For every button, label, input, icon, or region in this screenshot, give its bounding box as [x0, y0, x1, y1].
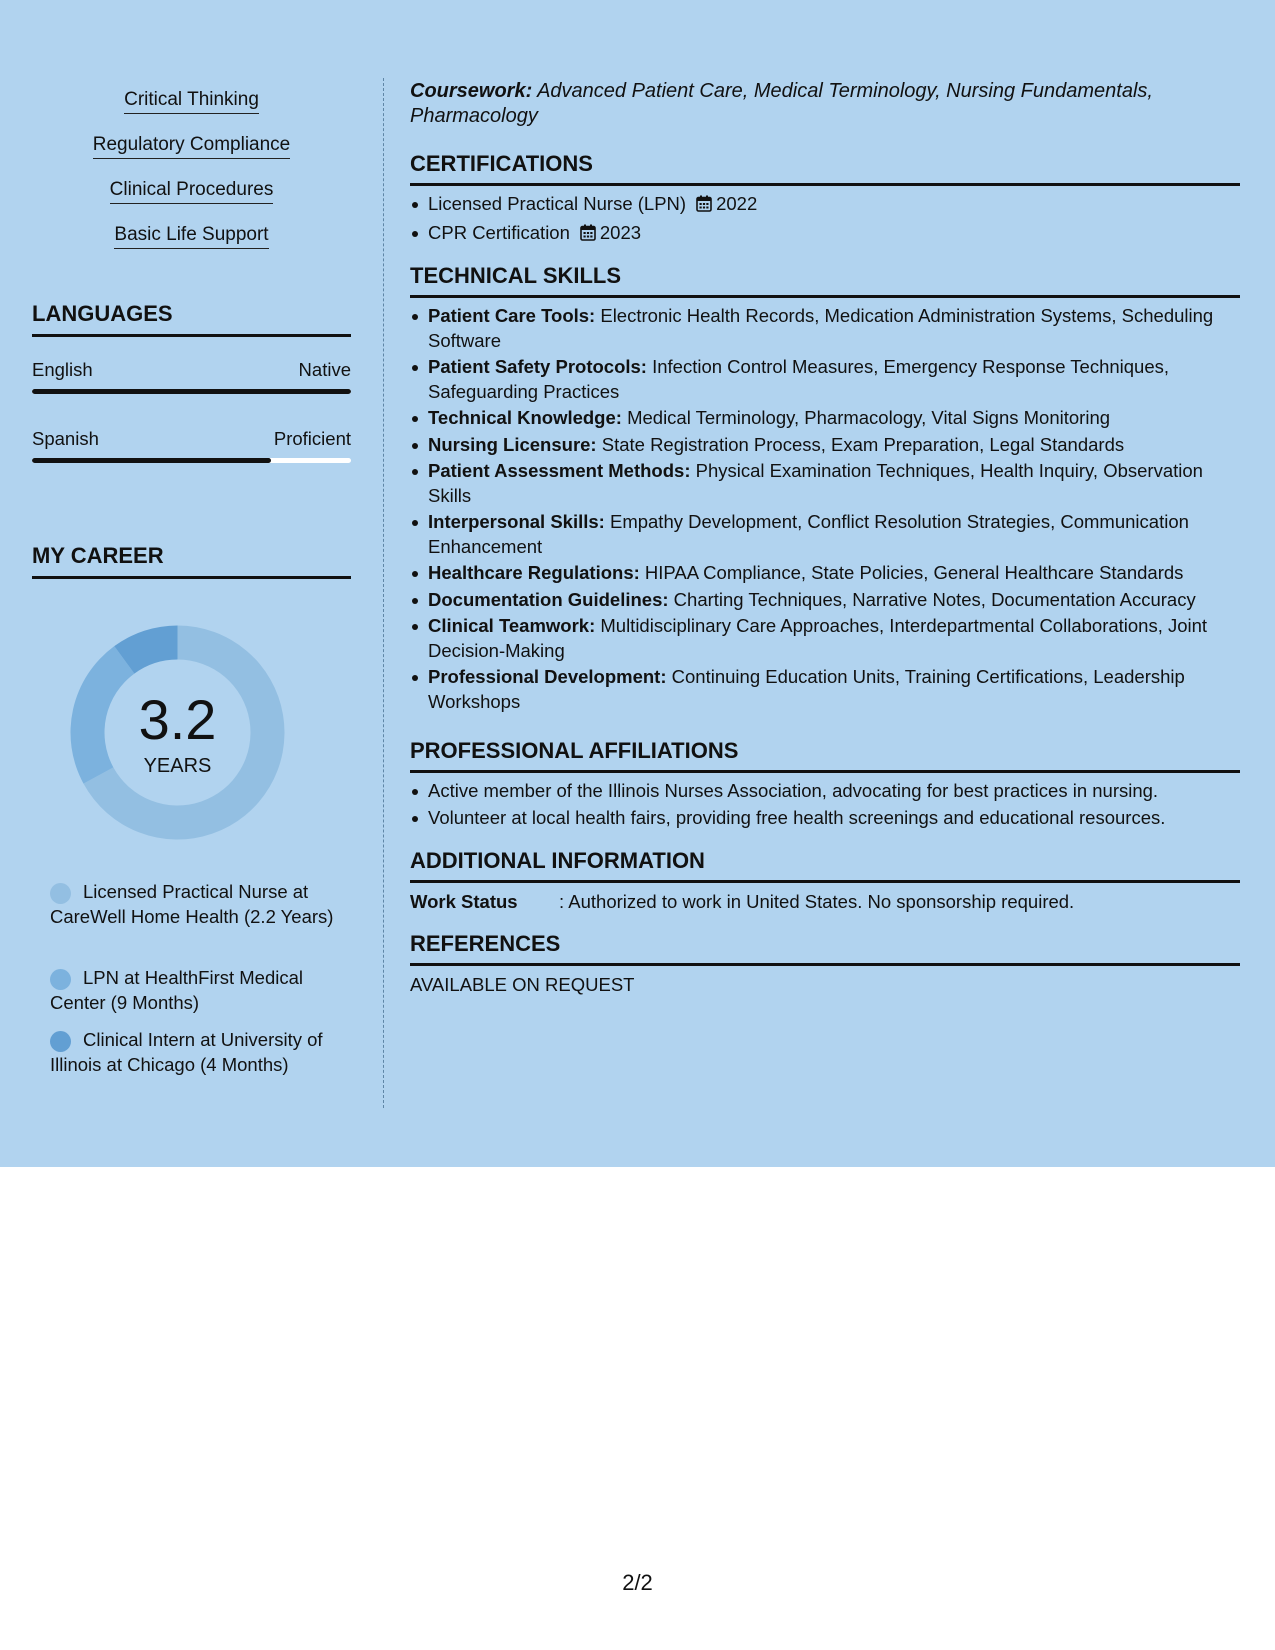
references-text: AVAILABLE ON REQUEST	[410, 974, 635, 995]
skill-entry	[428, 510, 1240, 559]
skill-entry-text: Infection Control Measures, Emergency Response Techniques, Safeguarding Practices	[428, 356, 1170, 402]
work-status-label: Work Status	[410, 891, 518, 912]
certification-year: 2022	[716, 193, 758, 214]
skill-entry-label: Technical Knowledge:	[428, 407, 622, 428]
language-row	[32, 427, 351, 451]
skill-entry-label: Healthcare Regulations:	[428, 562, 640, 583]
skill-entry	[428, 459, 1240, 508]
coursework-label: Coursework:	[410, 80, 533, 102]
legend-dot	[50, 1031, 71, 1052]
skill-entry	[428, 433, 1240, 458]
skill-item	[32, 223, 351, 247]
affiliation-item: Active member of the Illinois Nurses Association, advocating for best practices in nursing.	[428, 779, 1240, 804]
skill-entry	[428, 406, 1240, 431]
language-level: Native	[298, 359, 351, 380]
skill-entry-label: Documentation Guidelines:	[428, 588, 669, 610]
languages-heading: LANGUAGES	[32, 300, 351, 337]
skill-entry-text: HIPAA Compliance, State Policies, General Healthcare Standards	[644, 562, 1184, 583]
language-level: Proficient	[273, 428, 351, 449]
references-heading: REFERENCES	[410, 930, 1240, 966]
skill-entry-text: Electronic Health Records, Medication Administration Systems, Scheduling Software	[428, 305, 1214, 351]
career-entry-text: LPN at HealthFirst Medical Center (9 Months)	[50, 967, 304, 1013]
calendar-icon	[580, 224, 596, 241]
language-name: English	[32, 359, 93, 380]
skill-entry	[428, 588, 1240, 613]
certification-name: CPR Certification	[428, 221, 570, 243]
skill-item	[32, 88, 351, 112]
affiliations-heading: PROFESSIONAL AFFILIATIONS	[410, 737, 1240, 773]
skill-label: Clinical Procedures	[110, 179, 274, 204]
certification-item	[428, 221, 1240, 250]
language-bar	[32, 389, 351, 394]
career-entry	[50, 880, 335, 929]
additional-info-heading: ADDITIONAL INFORMATION	[410, 847, 1240, 883]
affiliation-item: Volunteer at local health fairs, providing free health screenings and educational resources.	[428, 806, 1240, 831]
career-total-value: 3.2	[138, 688, 217, 751]
career-total-unit: YEARS	[143, 755, 212, 777]
skill-entry-text: Multidisciplinary Care Approaches, Interdepartmental Collaborations, Joint Decision-Making	[428, 615, 1208, 661]
coursework-text: Advanced Patient Care, Medical Terminology, Nursing Fundamentals, Pharmacology	[410, 80, 1153, 127]
skill-entry-text: State Registration Process, Exam Preparation, Legal Standards	[601, 433, 1125, 455]
page-number: 2/2	[622, 1570, 653, 1595]
certification-name: Licensed Practical Nurse (LPN)	[428, 193, 687, 214]
skill-entry-label: Patient Assessment Methods:	[428, 460, 691, 481]
skill-entry-label: Nursing Licensure:	[428, 433, 597, 455]
career-entry	[50, 1028, 335, 1077]
certifications-list	[428, 192, 1240, 249]
certification-year: 2023	[599, 221, 642, 243]
column-divider	[383, 78, 384, 1108]
skill-entry-label: Interpersonal Skills:	[428, 511, 605, 532]
language-bar-fill	[32, 389, 351, 394]
skill-entry	[428, 665, 1240, 714]
technical-skills-heading: TECHNICAL SKILLS	[410, 262, 1240, 298]
skill-entry	[428, 355, 1240, 404]
legend-dot	[50, 883, 71, 904]
skill-entry-text: Empathy Development, Conflict Resolution Strategies, Communication Enhancement	[428, 511, 1189, 557]
legend-dot	[50, 969, 71, 990]
career-entry-text: Licensed Practical Nurse at CareWell Home Health (2.2 Years)	[50, 881, 334, 927]
skill-entry-label: Patient Safety Protocols:	[428, 356, 647, 377]
skill-entry	[428, 304, 1240, 353]
skill-item	[32, 178, 351, 202]
career-entry-text: Clinical Intern at University of Illinois at Chicago (4 Months)	[50, 1029, 323, 1075]
skill-item	[32, 133, 351, 157]
career-heading: MY CAREER	[32, 542, 351, 579]
language-bar	[32, 458, 351, 463]
language-name: Spanish	[32, 428, 99, 449]
work-status-value: : Authorized to work in United States. No sponsorship required.	[559, 891, 1075, 912]
certification-item	[428, 192, 1240, 221]
coursework	[410, 79, 1240, 128]
affiliations-list	[428, 779, 1240, 830]
skill-entry-label: Patient Care Tools:	[428, 305, 596, 326]
career-entry	[50, 966, 335, 1015]
skill-label: Regulatory Compliance	[93, 134, 291, 159]
calendar-icon	[696, 195, 712, 212]
skill-entry-text: Physical Examination Techniques, Health Inquiry, Observation Skills	[428, 460, 1203, 506]
certifications-heading: CERTIFICATIONS	[410, 150, 1240, 186]
skill-entry-text: Continuing Education Units, Training Certifications, Leadership Workshops	[428, 666, 1185, 712]
skill-entry-label: Professional Development:	[428, 666, 667, 687]
skill-entry-text: Charting Techniques, Narrative Notes, Documentation Accuracy	[673, 588, 1196, 610]
skill-label: Critical Thinking	[124, 89, 259, 114]
skill-entry-text: Medical Terminology, Pharmacology, Vital Signs Monitoring	[627, 407, 1111, 428]
language-row	[32, 358, 351, 382]
language-bar-fill	[32, 458, 271, 463]
skill-label: Basic Life Support	[114, 224, 268, 249]
technical-skills-list	[428, 304, 1240, 716]
skill-entry-label: Clinical Teamwork:	[428, 615, 596, 636]
skill-entry	[428, 561, 1240, 586]
skill-entry	[428, 614, 1240, 663]
